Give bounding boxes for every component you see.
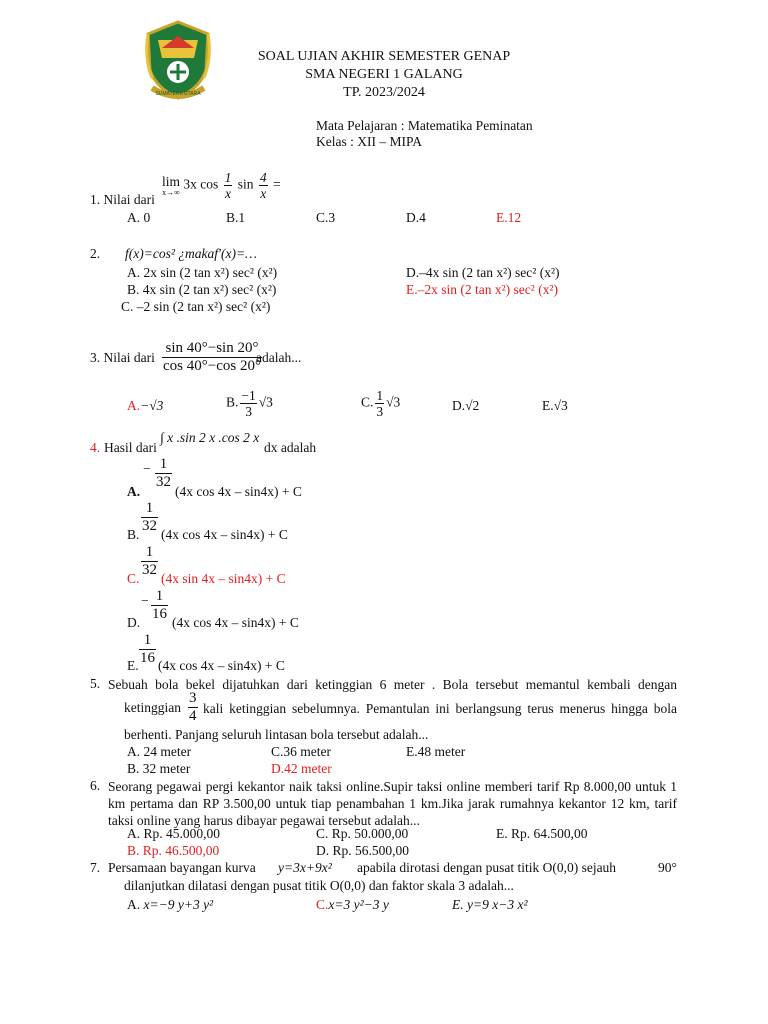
- subject-label: Mata Pelajaran : Matematika Peminatan: [316, 118, 533, 133]
- q2-option-e[interactable]: E.–2x sin (2 tan x²) sec² (x²): [406, 282, 558, 297]
- q4-integral: ∫ x .sin 2 x .cos 2 x: [160, 430, 260, 445]
- q3-option-d[interactable]: D.√2: [452, 398, 480, 413]
- q5-fraction: $\frac{3}{4}$: [189, 690, 197, 724]
- q5-option-a[interactable]: A. 24 meter: [127, 744, 192, 759]
- q2-stem: f(x)=cos² ¿makaf′(x)=…: [125, 246, 258, 261]
- q2-number: 2.: [90, 246, 101, 261]
- q3-option-a[interactable]: A.−√3: [127, 398, 164, 413]
- q7-text-a: Persamaan bayangan kurva: [108, 860, 256, 875]
- q6-option-e[interactable]: E. Rp. 64.500,00: [496, 826, 588, 841]
- q5-option-e[interactable]: E.48 meter: [406, 744, 466, 759]
- q6-text: Seorang pegawai pergi kekantor naik taksi online.Supir taksi online memberi tarif Rp 8.000,00 untuk 1 km pertama dan RP 3.500,00 untuk tiap penambahan 1 km.Jika jarak rumahnya kekantor 12 km, tarif taksi online yang harus dibayar pegawai tersebut adalah...: [108, 779, 677, 828]
- q1-prefix: 1. Nilai dari: [90, 192, 155, 207]
- q7-text-b: apabila dirotasi dengan pusat titik O(0,0) sejauh: [357, 860, 617, 875]
- q3-option-b[interactable]: B. $\frac{-1}{3}$ √3: [226, 388, 273, 419]
- q3-option-e[interactable]: E.√3: [542, 398, 568, 413]
- q3-suffix: adalah...: [256, 350, 302, 365]
- q1-option-d[interactable]: D.4: [406, 210, 426, 225]
- q3-option-c[interactable]: C. $\frac{1}{3}$ √3: [361, 388, 401, 419]
- q5-line3: berhenti. Panjang seluruh lintasan bola tersebut adalah...: [124, 727, 429, 742]
- school-logo: [138, 18, 218, 102]
- q2-option-b[interactable]: B. 4x sin (2 tan x²) sec² (x²): [127, 282, 277, 297]
- q1-option-a[interactable]: A. 0: [127, 210, 151, 225]
- q2-option-a[interactable]: A. 2x sin (2 tan x²) sec² (x²): [127, 265, 278, 280]
- q7-option-c[interactable]: C.x=3 y²−3 y: [316, 897, 389, 912]
- q3-prefix: 3. Nilai dari: [90, 350, 155, 365]
- q6-option-b[interactable]: B. Rp. 46.500,00: [127, 843, 220, 858]
- q1-option-b[interactable]: B.1: [226, 210, 246, 225]
- q6-number: 6.: [90, 778, 101, 793]
- q7-curve: y=3x+9x²: [278, 860, 332, 875]
- q2-option-c[interactable]: C. –2 sin (2 tan x²) sec² (x²): [121, 299, 271, 314]
- school-year: TP. 2023/2024: [343, 85, 425, 100]
- q5-line1: Sebuah bola bekel dijatuhkan dari ketinggian 6 meter . Bola tersebut memantul kembali dengan: [108, 677, 677, 692]
- school-name: SMA NEGERI 1 GALANG: [305, 67, 463, 82]
- class-label: Kelas : XII – MIPA: [316, 134, 422, 149]
- logo-ribbon-text: SUMATERA UTARA: [155, 91, 201, 97]
- q7-number: 7.: [90, 860, 101, 875]
- q5-number: 5.: [90, 676, 101, 691]
- q1-option-e[interactable]: E.12: [496, 210, 522, 225]
- q7-option-a[interactable]: A. x=−9 y+3 y²: [127, 897, 214, 912]
- q4-number: 4.: [90, 440, 101, 455]
- q3-fraction: $\frac{\sin 40^\circ-\sin 20^\circ}{\cos 40^\circ-\cos 20^\circ}$: [163, 340, 261, 374]
- q4-prefix: Hasil dari: [104, 440, 157, 455]
- exam-title: SOAL UJIAN AKHIR SEMESTER GENAP: [257, 49, 511, 64]
- q7-angle: 90°: [658, 860, 677, 875]
- q6-option-a[interactable]: A. Rp. 45.000,00: [127, 826, 221, 841]
- q7-line2: dilanjutkan dilatasi dengan pusat titik O(0,0) dan faktor skala 3 adalah...: [124, 878, 514, 893]
- q6-option-d[interactable]: D. Rp. 56.500,00: [316, 843, 410, 858]
- q5-option-b[interactable]: B. 32 meter: [127, 761, 191, 776]
- q5-option-d[interactable]: D.42 meter: [271, 761, 332, 776]
- q2-option-d[interactable]: D.–4x sin (2 tan x²) sec² (x²): [406, 265, 560, 280]
- q4-suffix: dx adalah: [264, 440, 317, 455]
- q1-expression: lim x→∞ 3x cos $\frac{1}{x}$ sin $\frac{4}{x}$ =: [162, 170, 281, 201]
- q1-option-c[interactable]: C.3: [316, 210, 336, 225]
- q5-line2a: ketinggian: [124, 700, 181, 715]
- q6-option-c[interactable]: C. Rp. 50.000,00: [316, 826, 409, 841]
- q7-option-e[interactable]: E. y=9 x−3 x²: [452, 897, 528, 912]
- q5-option-c[interactable]: C.36 meter: [271, 744, 331, 759]
- q5-line2b: kali ketinggian sebelumnya. Pemantulan ini berlangsung terus menerus hingga bola: [203, 701, 677, 716]
